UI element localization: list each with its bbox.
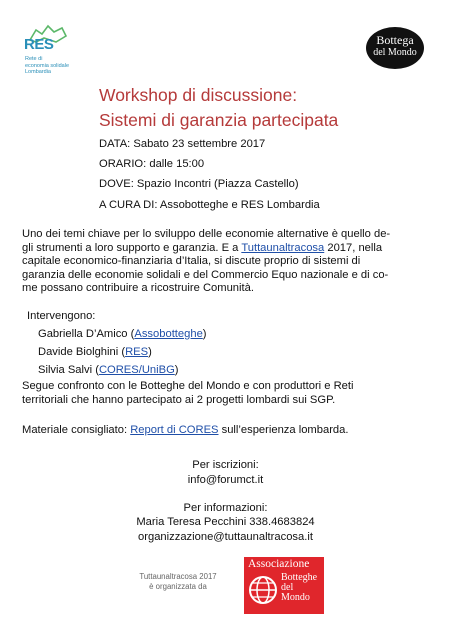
registration-email[interactable]: info@forumct.it [187, 474, 264, 486]
bottega-logo-line1: Bottega [376, 33, 414, 47]
event-time: ORARIO: dalle 15:00 [99, 158, 205, 170]
title-line-2: Sistemi di garanzia partecipata [99, 110, 339, 130]
res-link[interactable]: RES [125, 346, 149, 358]
registration-label: Per iscrizioni: [192, 459, 259, 471]
info-label: Per informazioni: [183, 502, 268, 514]
speaker-item: Gabriella D’Amico (Assobotteghe) [38, 328, 207, 340]
res-logo [22, 24, 102, 82]
assobotteghe-link[interactable]: Assobotteghe [134, 328, 203, 340]
follow-up-paragraph: Segue confronto con le Botteghe del Mondo e con produttori e Reti territoriali che hanno partecipato ai 2 progetti lombardi sui SGP. [22, 380, 354, 406]
event-date: DATA: Sabato 23 settembre 2017 [99, 138, 266, 150]
associazione-line1: Botteghe [281, 572, 318, 583]
associazione-title: Associazione [248, 558, 310, 570]
cores-unibg-link[interactable]: CORES/UniBG [98, 364, 175, 376]
organizer-note: Tuttaunaltracosa 2017 è organizzata da [139, 572, 217, 591]
associazione-line2: del [281, 582, 294, 593]
contact-email[interactable]: organizzazione@tuttaunaltracosa.it [138, 531, 313, 543]
associazione-botteghe-logo [244, 557, 324, 614]
res-logo-subtitle: Rete di economia solidale Lombardia [25, 56, 70, 75]
bottega-del-mondo-logo [366, 27, 424, 69]
recommended-material: Materiale consigliato: Report di CORES sull’esperienza lombarda. [22, 424, 349, 436]
speaker-item: Silvia Salvi (CORES/UniBG) [38, 364, 179, 376]
speakers-heading: Intervengono: [27, 310, 96, 322]
contact-name-phone: Maria Teresa Pecchini 338.4683824 [136, 516, 315, 528]
intro-paragraph: Uno dei temi chiave per lo sviluppo delle economie alternative è quello de- gli strumenti a loro supporto e garanzia. E a Tuttaunaltracosa 2017, nella capitale economico-finanziaria d’Italia, si discute proprio di sistemi di garanzia delle economie solidali e del Commercio Equo nazionale e di co- me possano contribuire a ricostruire Comunità. [22, 228, 391, 295]
tuttaunaltracosa-link[interactable]: Tuttaunaltracosa [241, 241, 325, 254]
globe-icon [248, 574, 278, 606]
bottega-logo-line2: del Mondo [373, 47, 417, 58]
associazione-line3: Mondo [281, 592, 310, 603]
title-line-1: Workshop di discussione: [99, 85, 298, 105]
speaker-item: Davide Biolghini (RES) [38, 346, 152, 358]
event-organizers: A CURA DI: Assobotteghe e RES Lombardia [99, 199, 320, 211]
report-cores-link[interactable]: Report di CORES [130, 424, 219, 436]
res-logo-word: RES [24, 36, 54, 53]
event-location: DOVE: Spazio Incontri (Piazza Castello) [99, 178, 299, 190]
